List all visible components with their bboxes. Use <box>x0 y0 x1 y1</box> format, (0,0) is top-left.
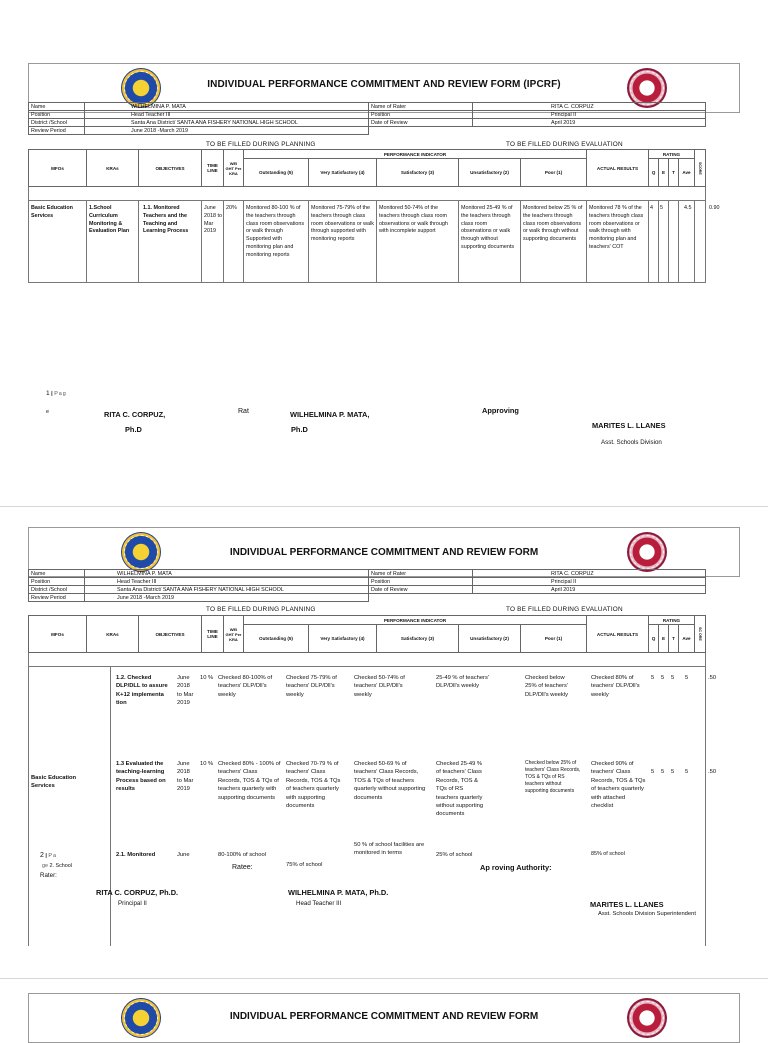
header-score: SC ORE <box>695 616 706 653</box>
header-performance-indicator: PERFORMANCE INDICATOR <box>244 150 587 159</box>
header-poor: Poor (1) <box>521 625 587 653</box>
employee-info-table <box>28 102 706 135</box>
rater-name: RITA C. CORPUZ <box>473 103 706 111</box>
header-rating: RATING <box>649 616 695 625</box>
row1-actual-results: Monitored 78 % of the teachers through class room observations or walk through with monitoring plan and teachers' COT <box>589 205 644 250</box>
rater-title: Principal II <box>118 900 147 907</box>
row1-objective: 1.1. Monitored Teachers and the Teaching and Learning Process <box>143 205 189 235</box>
row3-very-satisfactory: Checked 70-79 % of teachers' Class Records, TOS & TQs of teachers quarterly with supporting documents <box>286 761 341 810</box>
header-poor: Poor (1) <box>521 159 587 187</box>
row1-satisfactory: Monitored 50-74% of the teachers through class room observations or walk through with incomplete support <box>379 205 448 235</box>
row3-score: .50 <box>708 769 717 775</box>
row1-unsatisfactory: Monitored 25-49 % of the teachers through class room observations or walk through without supporting documents <box>461 205 515 250</box>
row2-actual-results: Checked 80% of teachers' DLP/Dll's weekly <box>591 675 640 698</box>
approver-title: Asst. Schools Division Superintendent <box>598 911 696 917</box>
row1-q: 4 <box>650 205 653 211</box>
ratee-name: WILHELMINA P. MATA <box>85 103 369 111</box>
ratee-title: Head Teacher III <box>296 900 342 907</box>
info-label: Position <box>369 578 473 586</box>
ratee-signature-name: WILHELMINA P. MATA, <box>290 410 370 419</box>
header-mfos: MFOs <box>29 150 87 187</box>
row2-objective: 1.2. Checked DLP/DLL to assure K+12 implementa tion <box>116 675 168 707</box>
row3-unsatisfactory: Checked 25-49 % of teachers' Class Records, TOS & TQs of RS teachers quarterly without supporting documents <box>436 761 484 818</box>
review-date: April 2019 <box>473 586 706 594</box>
header-timeline: TIME LINE <box>202 150 224 187</box>
row4-actual-results: 85% of school <box>591 851 625 857</box>
header-actual-results: ACTUAL RESULTS <box>587 150 649 187</box>
row4-outstanding: 80-100% of school <box>218 852 267 858</box>
row2-unsatisfactory: 25-49 % of teachers' DLP/Dll's weekly <box>436 675 489 690</box>
ratee-label: Ratee: <box>232 864 253 871</box>
header-performance-indicator: PERFORMANCE INDICATOR <box>244 616 587 625</box>
header-unsatisfactory: Unsatisfactory (2) <box>459 625 521 653</box>
info-label: Review Period <box>29 127 85 135</box>
row1-score: 0.90 <box>709 205 720 211</box>
header-e: E <box>659 159 669 187</box>
form-page-2 <box>0 506 768 952</box>
review-date: April 2019 <box>473 119 706 127</box>
row4-objective: 2.1. Monitored <box>116 852 156 858</box>
evaluation-heading: TO BE FILLED DURING EVALUATION <box>506 606 623 613</box>
header-t: T <box>669 159 679 187</box>
row1-poor: Monitored below 25 % of the teachers through class room observations or walk through without supporting documents <box>523 205 583 243</box>
indicator-header <box>28 615 706 653</box>
rater-position: Principal II <box>473 578 706 586</box>
row4-unsatisfactory: 25% of school <box>436 852 473 858</box>
header-objectives: OBJECTIVES <box>139 150 202 187</box>
page-school-line: ge 2. School <box>42 863 72 869</box>
form-page-3 <box>0 978 768 1024</box>
review-period: June 2018 -March 2019 <box>85 127 369 135</box>
form-title-cut: INDIVIDUAL PERFORMANCE COMMITMENT AND REVIEW FORM <box>229 547 539 558</box>
header-satisfactory: Satisfactory (3) <box>377 625 459 653</box>
header-t: T <box>669 625 679 653</box>
header-satisfactory: Satisfactory (3) <box>377 159 459 187</box>
info-label: Date of Review <box>369 586 473 594</box>
header-kras: KRAs <box>87 616 139 653</box>
info-label: Position <box>29 578 85 586</box>
row2-very-satisfactory: Checked 75-79% of teachers' DLP/Dll's weekly <box>286 675 337 698</box>
rater-name: RITA C. CORPUZ <box>473 570 706 578</box>
row2-satisfactory: Checked 50-74% of teachers' DLP/Dll's weekly <box>354 675 405 698</box>
planning-heading: TO BE FILLED DURING PLANNING <box>206 606 316 613</box>
row2-score: .50 <box>708 675 717 681</box>
info-label: Position <box>29 111 85 119</box>
row1-kra: 1.School Curriculum Monitoring & Evaluation Plan <box>89 205 130 235</box>
header-ave: Ave <box>679 625 695 653</box>
approver-signature-name: MARITES L. LLANES <box>592 421 666 430</box>
form-title-cut: INDIVIDUAL PERFORMANCE COMMITMENT AND REVIEW FORM <box>229 1011 539 1022</box>
info-label: Date of Review <box>369 119 473 127</box>
row3-ave: 5 <box>685 769 689 775</box>
row3-timeline: June 2018 to Mar 2019 <box>177 761 194 793</box>
form-page-1 <box>0 0 768 478</box>
row2-poor: Checked below 25% of teachers' DLP/Dll's weekly <box>525 675 568 698</box>
header-rating: RATING <box>649 150 695 159</box>
row2-e: 5 <box>661 675 665 681</box>
row1-mfo: Basic Education Services <box>31 205 73 219</box>
header-unsatisfactory: Unsatisfactory (2) <box>459 159 521 187</box>
info-label: Position <box>369 111 473 119</box>
header-timeline: TIME LINE <box>202 616 224 653</box>
row3-q: 5 <box>651 769 655 775</box>
row4-timeline: June <box>177 852 190 858</box>
page-number: 2 | Pa <box>40 852 58 859</box>
division-seal-icon <box>627 998 667 1038</box>
row1-timeline: June 2018 to Mar 2019 <box>204 205 222 235</box>
indicator-header <box>28 149 706 187</box>
ratee-signature-name: WILHELMINA P. MATA, Ph.D. <box>288 888 389 897</box>
ratee-degree: Ph.D <box>291 425 308 434</box>
info-label: Name of Rater <box>369 570 473 578</box>
row2-t: 5 <box>671 675 675 681</box>
header-q: Q <box>649 159 659 187</box>
row3-satisfactory: Checked 50-69 % of teachers' Class Records, TOS & TQs of teachers quarterly without supporting documents <box>354 761 426 801</box>
header-gap <box>28 187 706 201</box>
row1-weight: 20% <box>226 205 237 211</box>
info-label: District /School <box>29 119 85 127</box>
row1-outstanding: Monitored 80-100 % of the teachers through class room observations or walk through Supported with monitoring plan and monitoring reports <box>246 205 305 258</box>
info-label: Name of Rater <box>369 103 473 111</box>
ratee-position: Head Teacher III <box>85 578 369 586</box>
page-number: 1 | Pag <box>46 390 67 397</box>
row3-objective: 1.3 Evaluated the teaching-learning Process based on results <box>116 761 166 793</box>
header-q: Q <box>649 625 659 653</box>
row2-ave: 5 <box>685 675 689 681</box>
info-label: Name <box>29 570 85 578</box>
header-ave: Ave <box>679 159 695 187</box>
rater-degree: Ph.D <box>125 425 142 434</box>
row3-e: 5 <box>661 769 665 775</box>
ratee-district: Santa Ana District/ SANTA ANA FISHERY NATIONAL HIGH SCHOOL <box>85 586 369 594</box>
row1-very-satisfactory: Monitored 75-79% of the teachers through class room observations or walk through supported with monitoring reports <box>311 205 374 243</box>
header-e: E <box>659 625 669 653</box>
ratee-position: Head Teacher III <box>85 111 369 119</box>
row4-very-satisfactory: 75% of school <box>286 862 323 868</box>
row3-t: 5 <box>671 769 675 775</box>
header-outstanding: Outstanding (5) <box>244 159 309 187</box>
employee-info-table <box>28 569 706 602</box>
approver-signature-name: MARITES L. LLANES <box>590 900 664 909</box>
header-very-satisfactory: Very Satisfactory (4) <box>309 625 377 653</box>
approving-authority-label: Ap roving Authority: <box>480 863 552 872</box>
info-label: District /School <box>29 586 85 594</box>
planning-heading: TO BE FILLED DURING PLANNING <box>206 141 316 148</box>
page-number-cut: e <box>46 409 49 415</box>
row3-mfo: Basic Education Services <box>31 775 77 790</box>
header-gap <box>28 653 706 667</box>
header-outstanding: Outstanding (5) <box>244 625 309 653</box>
row3-poor: Checked below 25% of teachers' Class Records, TOS & TQs of RS teachers without supporting documents <box>525 760 581 794</box>
ratee-name: WILHELMINA P. MATA <box>85 570 369 578</box>
header-actual-results: ACTUAL RESULTS <box>587 616 649 653</box>
header-kras: KRAs <box>87 150 139 187</box>
header-mfos: MFOs <box>29 616 87 653</box>
header-weight: WEI GHT Per KRA <box>224 150 244 187</box>
row2-weight: 10 % <box>200 675 214 681</box>
form-banner <box>28 993 740 1043</box>
row1-ave: 4.5 <box>684 205 692 211</box>
row1-e: 5 <box>660 205 663 211</box>
header-very-satisfactory: Very Satisfactory (4) <box>309 159 377 187</box>
approver-title: Asst. Schools Division <box>601 439 662 446</box>
info-label: Name <box>29 103 85 111</box>
row3-actual-results: Checked 90% of teachers' Class Records, TOS & TQs of teachers quarterly with attached checklist <box>591 761 646 810</box>
row4-satisfactory: 50 % of school facilities are monitored in terms <box>354 842 425 857</box>
rater-signature-name: RITA C. CORPUZ, <box>104 410 166 419</box>
evaluation-heading: TO BE FILLED DURING EVALUATION <box>506 141 623 148</box>
rater-position: Principal II <box>473 111 706 119</box>
header-score: SCORE <box>695 150 706 187</box>
review-period: June 2018 -March 2019 <box>85 594 369 602</box>
rater-signature-name: RITA C. CORPUZ, Ph.D. <box>96 888 179 897</box>
info-label: Review Period <box>29 594 85 602</box>
header-weight: WEI GHT Per KRA <box>224 616 244 653</box>
row3-weight: 10 % <box>200 761 214 767</box>
rater-label: Rater: <box>40 872 57 879</box>
row2-q: 5 <box>651 675 655 681</box>
header-objectives: OBJECTIVES <box>139 616 202 653</box>
approving-label-cut: Approving <box>482 406 519 415</box>
row3-outstanding: Checked 80% - 100% of teachers' Class Records, TOS & TQs of teachers quarterly with supporting documents <box>218 761 281 801</box>
ratee-label-cut: Rat <box>238 408 249 415</box>
division-seal-icon <box>627 532 667 572</box>
row2-timeline: June 2018 to Mar 2019 <box>177 675 194 707</box>
form-title: INDIVIDUAL PERFORMANCE COMMITMENT AND REVIEW FORM (IPCRF) <box>207 79 561 90</box>
row2-outstanding: Checked 80-100% of teachers' DLP/Dll's weekly <box>218 675 273 698</box>
ratee-district: Santa Ana District/ SANTA ANA FISHERY NATIONAL HIGH SCHOOL <box>85 119 369 127</box>
